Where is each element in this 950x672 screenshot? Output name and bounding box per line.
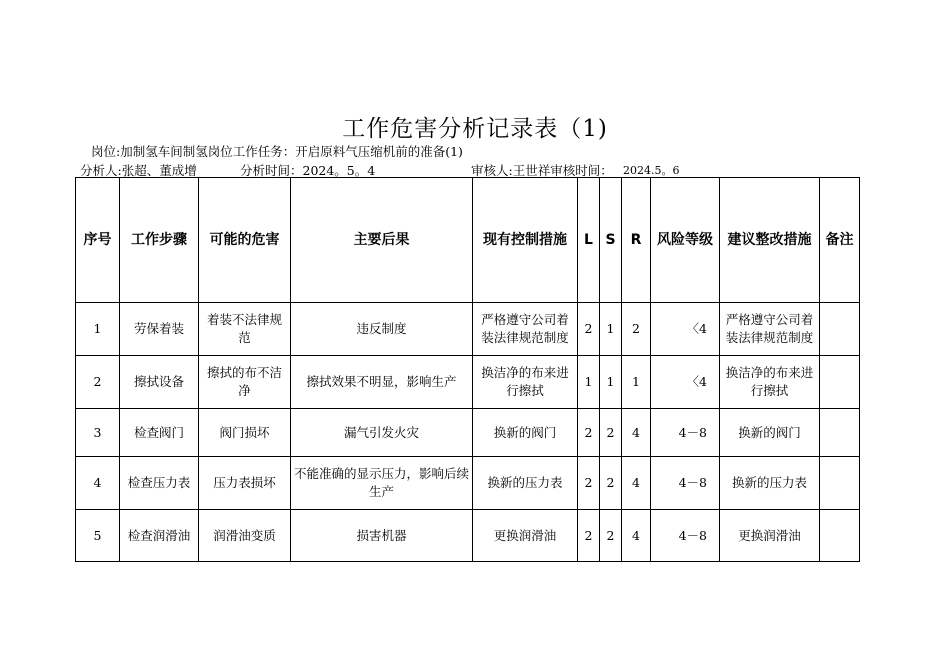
cell-consequence: 擦拭效果不明显，影响生产 [291,356,473,409]
cell-consequence: 不能准确的显示压力，影响后续生产 [291,457,473,510]
cell-step: 检查润滑油 [120,510,199,562]
cell-s: 2 [600,457,622,510]
cell-seq: 1 [76,303,120,356]
col-header-hazard: 可能的危害 [199,178,291,303]
cell-risk-level: 4－8 [651,409,720,457]
table-row [76,510,860,562]
col-header-consequence: 主要后果 [291,178,473,303]
analyst-label: 分析人:张超、董成增 [80,163,197,178]
cell-suggestion: 换洁净的布来进行擦拭 [720,356,820,409]
cell-controls: 换新的压力表 [473,457,578,510]
cell-l: 1 [578,356,600,409]
cell-l: 2 [578,457,600,510]
cell-l: 2 [578,510,600,562]
cell-suggestion: 换新的压力表 [720,457,820,510]
table-row [76,409,860,457]
cell-hazard: 润滑油变质 [199,510,291,562]
hazard-analysis-table [75,177,860,562]
cell-risk-level: 〈4 [651,356,720,409]
cell-hazard: 擦拭的布不洁净 [199,356,291,409]
cell-suggestion: 严格遵守公司着装法律规范制度 [720,303,820,356]
cell-risk-level: 4－8 [651,510,720,562]
cell-step: 检查阀门 [120,409,199,457]
cell-s: 2 [600,409,622,457]
table-row [76,356,860,409]
cell-remarks [820,457,860,510]
cell-r: 4 [622,409,651,457]
analysis-time: 分析时间：2024。5。4 [240,163,376,178]
cell-controls: 换新的阀门 [473,409,578,457]
col-header-r: R [622,178,651,303]
cell-s: 1 [600,303,622,356]
cell-controls: 换洁净的布来进行擦拭 [473,356,578,409]
col-header-s: S [600,178,622,303]
col-header-l: L [578,178,600,303]
post-task-line: 岗位:加制氢车间制氢岗位工作任务：开启原料气压缩机前的准备(1) [91,144,463,159]
cell-r: 1 [622,356,651,409]
cell-seq: 5 [76,510,120,562]
cell-risk-level: 〈4 [651,303,720,356]
col-header-controls: 现有控制措施 [473,178,578,303]
cell-controls: 更换润滑油 [473,510,578,562]
cell-s: 1 [600,356,622,409]
col-header-seq: 序号 [76,178,120,303]
cell-step: 检查压力表 [120,457,199,510]
reviewer-label: 审核人:王世祥审核时间： [471,163,613,178]
cell-remarks [820,356,860,409]
cell-seq: 2 [76,356,120,409]
cell-l: 2 [578,303,600,356]
cell-r: 2 [622,303,651,356]
col-header-step: 工作步骤 [120,178,199,303]
cell-consequence: 损害机器 [291,510,473,562]
table-row [76,457,860,510]
col-header-suggestion: 建议整改措施 [720,178,820,303]
review-date: 2024.5。6 [623,164,680,177]
table-header-row [76,178,860,303]
cell-remarks [820,303,860,356]
cell-l: 2 [578,409,600,457]
cell-suggestion: 更换润滑油 [720,510,820,562]
cell-consequence: 违反制度 [291,303,473,356]
analysis-info-line [80,161,860,177]
cell-step: 擦拭设备 [120,356,199,409]
col-header-risk-level: 风险等级 [651,178,720,303]
cell-hazard: 着装不法律规范 [199,303,291,356]
cell-risk-level: 4－8 [651,457,720,510]
cell-seq: 3 [76,409,120,457]
cell-consequence: 漏气引发火灾 [291,409,473,457]
cell-remarks [820,510,860,562]
table-row [76,303,860,356]
col-header-remarks: 备注 [820,178,860,303]
cell-s: 2 [600,510,622,562]
cell-controls: 严格遵守公司着装法律规范制度 [473,303,578,356]
cell-step: 劳保着装 [120,303,199,356]
cell-seq: 4 [76,457,120,510]
document-title: 工作危害分析记录表（1) [342,116,608,142]
cell-r: 4 [622,457,651,510]
cell-r: 4 [622,510,651,562]
cell-hazard: 压力表损坏 [199,457,291,510]
cell-hazard: 阀门损坏 [199,409,291,457]
cell-remarks [820,409,860,457]
cell-suggestion: 换新的阀门 [720,409,820,457]
